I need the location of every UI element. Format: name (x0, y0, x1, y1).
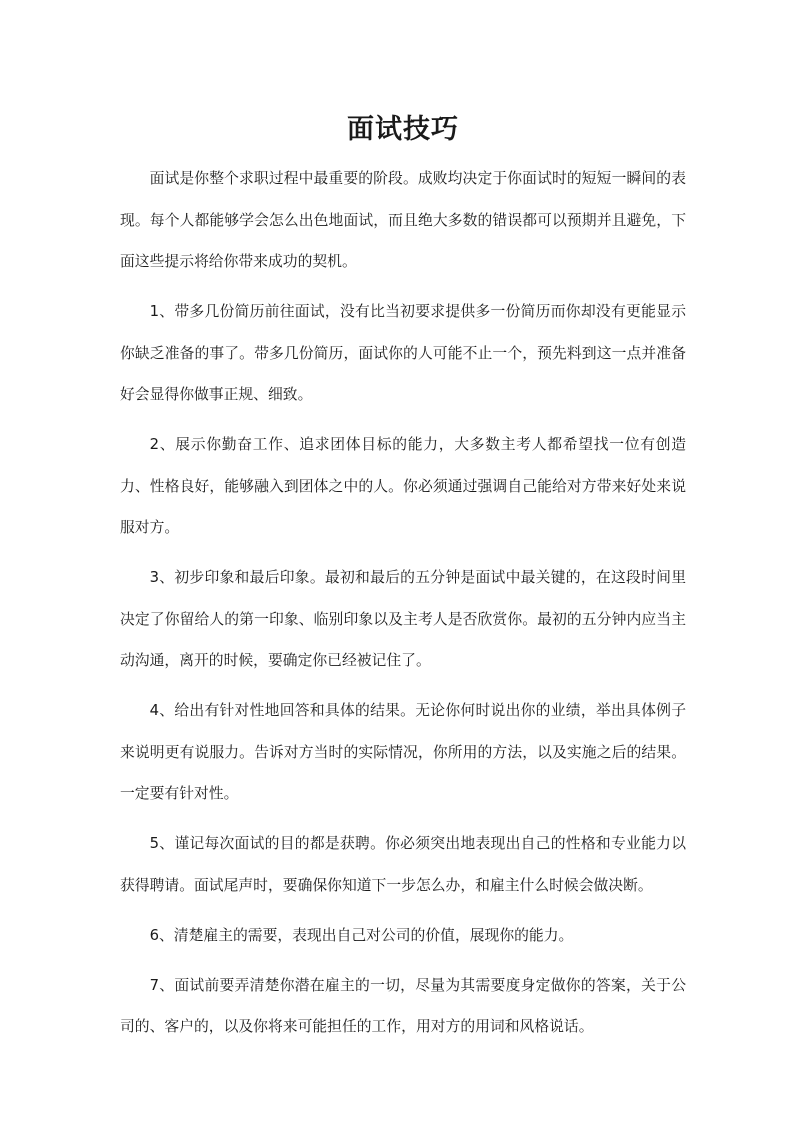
paragraph-tip-4: 4、给出有针对性地回答和具体的结果。无论你何时说出你的业绩，举出具体例子来说明更有说服力。告诉对方当时的实际情况，你所用的方法，以及实施之后的结果。一定要有针对性。 (120, 702, 686, 802)
document-title: 面试技巧 (347, 114, 459, 145)
paragraph-tip-2: 2、展示你勤奋工作、追求团体目标的能力，大多数主考人都希望找一位有创造力、性格良好，能够融入到团体之中的人。你必须通过强调自己能给对方带来好处来说服对方。 (120, 436, 686, 536)
paragraph-tip-1: 1、带多几份简历前往面试，没有比当初要求提供多一份简历而你却没有更能显示你缺乏准备的事了。带多几份简历，面试你的人可能不止一个，预先料到这一点并准备好会显得你做事正规、细致。 (120, 303, 686, 403)
document-page (120, 108, 686, 1056)
paragraph-intro: 面试是你整个求职过程中最重要的阶段。成败均决定于你面试时的短短一瞬间的表现。每个人都能够学会怎么出色地面试，而且绝大多数的错误都可以预期并且避免，下面这些提示将给你带来成功的契机。 (120, 170, 686, 270)
paragraph-tip-5: 5、谨记每次面试的目的都是获聘。你必须突出地表现出自己的性格和专业能力以获得聘请。面试尾声时，要确保你知道下一步怎么办，和雇主什么时候会做决断。 (120, 835, 686, 894)
paragraph-tip-3: 3、初步印象和最后印象。最初和最后的五分钟是面试中最关键的，在这段时间里决定了你留给人的第一印象、临别印象以及主考人是否欣赏你。最初的五分钟内应当主动沟通，离开的时候，要确定你已经被记住了。 (120, 569, 686, 669)
paragraph-tip-6: 6、清楚雇主的需要，表现出自己对公司的价值，展现你的能力。 (149, 926, 574, 944)
paragraph-tip-7: 7、面试前要弄清楚你潜在雇主的一切，尽量为其需要度身定做你的答案，关于公司的、客户的，以及你将来可能担任的工作，用对方的用词和风格说话。 (120, 976, 686, 1035)
